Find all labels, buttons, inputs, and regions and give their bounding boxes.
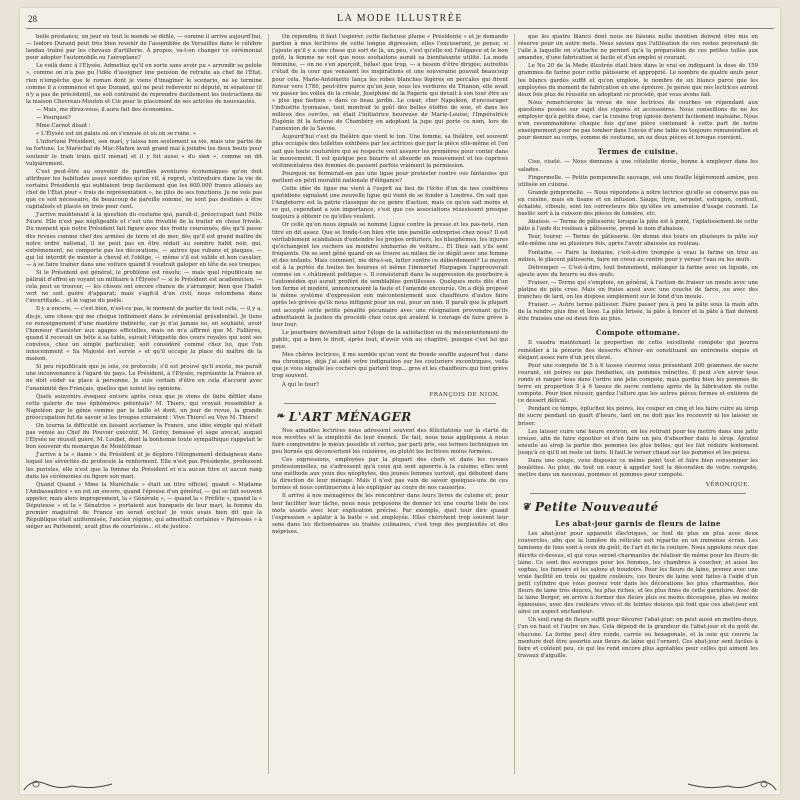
paragraph: Cette idée de ligue me vient à l'esprit au lieu de l'écho d'un de nos confrères quotidiens signalant une nouvelle ligue qui vient de se fonder à Londres. On sait que l'Angleterre est la patrie classique de ce genre d'action, mais ce qu'on sait moins et ce qui, cependant a son importance, c'est que ces associations réussissent presque toujours à obtenir ce qu'elles veulent. [272, 185, 508, 221]
header-rule [26, 28, 774, 29]
paragraph: Le voilà donc à l'Élysée. Admettez qu'il en sorte sans avoir pu « arrondir sa pelote », comme on n'a pas pu l'idée d'assigner une pension de retraite au chef de l'État, rien n'empêche que le roman dont je viens d'imaginer le scenario, ne se termine comme il a commencé et que Durand, qui ne peut redevenir ni député, ni sénateur (il n'y a pas de précédent), ne soit contraint de reprendre docilement les instructions de la maison Chevreau-Mouton et Cie pour le placement de ses articles de nouveautés. [26, 63, 262, 105]
column-2 [272, 34, 508, 774]
subheading-abat-jour: Les abat-jour garnis de fleurs de laine [555, 519, 721, 529]
paragraph: Le pourboire deviendrait ainsi l'éloge de la satisfaction ou du mécontentement de public, qui a bien le droit, après tout, d'avoir voix au chapitre, puisque c'est lui qui paye. [272, 329, 508, 351]
section-rule [530, 493, 746, 494]
paragraph: Or celle qu'on nous signale se nomme Ligue contre la presse et les pas-nots, rien titre en dit assez. Que se fonde-t-on bien vite une pareille entreprise chez nous? Il est véritablement scandaleux d'entendre les propos orduriers, les blasphèmes, les injures qu'échangent les cochers au moindre embarras de voiture... Et Dieu sait s'ils sont fréquents. On se sent gêné quand on se trouve au milieu de ce dégât avec une femme et des enfants. Mais comment, me dira-t-on, lutter contre ce débordement? Le moyen est à la portée de toutes les bourses et même l'immortel Harpagon l'approuverait comme un « châtiment politique ». Il consisterait dans la suppression du pourboire à l'automédon qui aurait proféré de semblables gentillesses. Quelques mots dits d'un ton ferme et modéré, annonceraient la faute et l'amende encourue. On a déjà proposé le même système d'expression son mécontentement aux chauffeurs d'autos faire après les grèves qu'ils nous infligent pour un oui, pour un non. Il paraît que la plupart ont accepté cette petite pénalité pécuniaire avec une résignation provenant qu'ils admettaient la justice du procédé chez ceux qui avaient le courage de faire grève à leur tour. [272, 222, 508, 328]
column-3-intro [518, 34, 758, 142]
paragraph: Pour une compote de 5 à 6 tasses couvrez sous présentant 200 grammes de sucre courant, six poires ou pas fondantes, six pommes reinettes. Il peut s'en servir tous ronds et ranger tous dans l'ordre une jolie compote, mais gardez bien les pommes de terre en proportion 5 à 6 tasses de sucre contenu après de la fabrication de cette compote. Pour bien réussir, gardez l'allure que les autres pièces fermes et entières de ce dessert délicat. [518, 362, 758, 405]
paragraph: L'infortuné Président, son mari, y laissa non seulement sa vie, mais une partie de sa fortune. Le Maréchal de Mac-Mahon avait grand mal à joindre les deux bouts pour soutenir le train train qu'il menait et il y fut aussi « du sien », comme on dit vulgairement. [26, 139, 262, 167]
journal-title: LA MODE ILLUSTRÉE [336, 13, 464, 24]
column-1-body [26, 34, 262, 531]
author-signature: VÉRONIQUE. [705, 482, 750, 489]
paragraph: Mes chères lectrices, il me semble qu'un vent de fronde souffle aujourd'hui : dans ma chronique, déjà j'ai aidé votre indignation sur les couturiers excentriques, voilà que je vous signale les cochers qui parlent trop... gros et les chauffeurs qui font grève trop souvent. [272, 352, 508, 380]
paragraph: Fraiser. — Autre terme pâtissier. Faire passer peu à peu la pâte sous la main afin de la rendre plus fine et lisse. La pâte brisée, la pâte à foncer et la pâte à flan doivent être fraisées une ou deux fois au plus. [518, 302, 758, 323]
paragraph: Abaisse. — Terme de pâtisserie; lorsque la pâte est à point, l'aplatissement de cette pâte à l'aide du rouleau à pâtisserie, prend le nom d'abaisse. [518, 219, 758, 233]
paragraph: Il y a encore, — c'est bien, n'est-ce pas, le moment de parler de tout cela, — il y a, dis-je, une chose qui me choque infiniment dans le cérémonial présidentiel. Je tiens ce renseignement d'une manière indirecte, car je n'ai jamais eu, en souhaité, avoir l'honneur d'assister aux agapes officielles, mais on m'a affirmé que M. Fallières, quand il recevait un hôte à sa table, suivait l'étiquette des cours royales qui sont ses convives, chez un simple particulier, soit considéré comme chez lui, que l'on innocemment « Sa Majesté est servie » et qu'il occupe la place du maître de la maison. [26, 306, 262, 363]
paragraph: que les quatre blancs dont nous ne faisons nulle mention doivent être mis en réserve pour un autre mets. Nous savons que l'utilisation de ces restes provenant de l'aile à laquelle on s'attache ne permet qu'à la préparation de ces petites tuiles aux amandes, d'une fabrication si facile et d'un emploi si courant. [518, 34, 758, 62]
paragraph: belle prestance, un jour où tout le monde se défile, — comme il arrive aujourd'hui, — Isidore Durand peut très bien revenir de l'assemblée de Versailles dans le célèbre landau traîné par les chevaux d'artillerie. À propos, va-t-on changer ce cérémonial pour adopter l'automobile ou l'aéroplane? [26, 34, 262, 62]
column-divider [514, 34, 515, 774]
section-heading-text: L'ART MÉNAGER [288, 409, 412, 424]
termes-body [518, 159, 758, 323]
flourish-icon: ❦ [522, 501, 531, 513]
paragraph: Le No 20 de la Mode illustrée était bien dans le vrai en indiquant la dose de 150 grammes de farine pour cette pâtisserie et approprié. Le nombre de quatre œufs pour les blancs gardés suffit et qu'on emploie, le nombre de six blancs parce que les employées du moment de fabrication en une épreuve. Je pense que nos lectrices auront deux fois plus de réussite en adoptant ce procédé, que vous avons fait. [518, 63, 758, 98]
paragraph: Fingermelle. — Petite pomponnelle sauvage, est une feuille légèrement amère, peu utilisée en cuisine. [518, 174, 758, 188]
nouveaute-body [518, 531, 758, 660]
paragraph: Tour, tourer. — Terme de pâtisserie. On donne des tours en plusieurs la pâte sur elle-même une ou plusieurs fois, après l'avoir abaissée au rouleau. [518, 234, 758, 248]
paragraph: On répondra, il faut l'espérer, cette fâcheuse plume « Présidente » et je demande pardon à mes lectrices de cette longue digression, elles l'excuseront, je pense, si j'ajoute qu'il y a une chose qui sort de là, un peu, c'est qu'elle est l'élégance et le bon goût, la femme ne voit que nous souhaitons aurait sa bienfaisante utilité. La mode féminine, — on ne s'en aperçoit, hélas! que trop, — a besoin d'être dirigée; autrefois c'était de la cour que venaient les inspirations et une souveraine pouvait beaucoup pour cela. Marie-Antoinette lança les robes blanches légères en percales qui firent fureur vers 1780, peut-être parce qu'un jour, sous les verdures du Trianon, elle avait vu passer les voiles de la créole, Joséphine de la Pagerie qui devait à son tour être au « plus que fashion » dans ce beau jardin. Le cœur, cher Napoléon, d'encourager l'industrie lyonnaise, tout montrait le goût des belles étoffes de soie, et dans les milieux des cercles, on était l'initiatrice heureuse de Marie-Louise; l'Impératrice Eugénie fit la fortune de Chambéry en adoptant la jupe qui porte ce nom, lors de l'annexion de la Savoie. [272, 34, 508, 133]
paragraph: Ces expressions, employées par la plupart des chefs et dans les revues professionnelles, ne s'adressent qu'à ceux qui sont aguerris à la cuisine; elles sont une méthode aux yeux des néophytes, des jeunes femmes surtout, qui débutent dans la direction de leur ménage. Mais il n'est pas vain de savoir quelques-uns de ces termes et nous continuerons à les expliquer au cours de nos causeries. [272, 456, 508, 492]
paragraph: Mme Carnot disait : [36, 123, 91, 130]
column-2-body [272, 34, 508, 389]
paragraph: J'arrive maintenant à la question du costume qui, paraît-il, préoccupait tant Félix Faure. Elle n'est pas négligeable et c'est une frivolité de la traiter en chose frivole. Du moment que notre Président fait figure avec des fronts couronnés, dès qu'il passe des revues comme chef des armées de terre et de mer, dès qu'il est grand maître de notre ordre national, il ne peut pas en être réduit au sombre habit noir, qui, extrêmement, ne comporte pas les décorations, — autres que rubans et plaques, — qui lui interdit de monter à cheval et l'oblige, — même s'il est valide et bon cavalier, — à se faire traîner dans une voiture quand il voudrait galoper en tête de ses troupes. [26, 212, 262, 268]
paragraph: À qui le tour? [282, 381, 319, 388]
section-heading-text: Petite Nouveauté [534, 500, 659, 515]
paragraph: Fraiser. — Terme qui s'emploie, en général, à l'action de fraiser un moule avec une platine de pâte crue. Mais on fraise aussi avec une couche de farce, ou avec des tranches de lard, on les dispose simplement sur le fond d'un moule. [518, 279, 758, 301]
paragraph: Si le Président est général, le problème est résolu; — mais quel républicain ne pâlirait d'effroi en voyant un militaire à l'Élysée? — si le Président est académicien, — cela peut se trouver, — les choses ont encore chance de s'arranger, bien que l'habit vert ne soit guère d'apparat; mais s'agit-il d'un civil, nous retombons dans l'incertitude... et le vague du poële. [26, 270, 262, 305]
paragraph: Dans une coupe, vous disposez ce même point tout et faire bien consommer les boulettes. Au plus, de tout un cœur à appeler tout la décoration de votre compote, mettre dans un nouveau, pommes et pommes pour compote. [518, 457, 758, 479]
column-divider [268, 34, 269, 774]
paragraph: C'est peut-être au souvenir de pareilles aventures économiques qu'on doit attribuer les habitudes assez sordides qu'on vit, à regret, s'introduire dans la vie de certains Présidents qui oubliaient trop facilement que les 600.000 francs alloués au chef de l'État pour « frais de représentation », ne plus de ses fonctions. Je ne vois pas que ce soit nécessaire, de beaucoup de pareille somme, ne sont pas destinés à être capitalisés et placés en trois pour cent. [26, 168, 262, 211]
paragraph: Les abat-jour pour appareils électriques, se font de plus en plus avec deux couvercles, afin que la lumière du réticule soit répartie en un immense écran. Les tamisons de luxe sont à ceux du goût, de l'art et de la couture. Nous appelons ceux que décrits ci-dessus, et qui vous seront charmantes de réaliser de même pour les fleurs de laine. Ce sont des ouvrages pour les femmes, les chambres à coucher, et aussi les sophas, les fumoirs et les salons et boudoirs. Pour les fleurs de laine, prenez avec une vraie facilité en trois ou quatre couleurs, ces fleurs de laine sont faites à l'aide d'un petit cylindre que vous pouvez voir dans les décorations les plus charmantes, des fleurs de laine très douces, les plus riches, et les plus fines de cette garniture. Avec de la laine Berger, on arrive à former des fleurs plus ou moins découpées, plus ou moins épanouies, avec des couleurs vives et de teintes douces qui font que ces abat-jour ont ainsi un aspect enchanteur. [518, 531, 758, 616]
paragraph: Cise, ciselé. — Nous donnons à une côtelette dorée, bonne à employer dans les salades. [518, 159, 758, 173]
paragraph: « L'Élysée est un palais où on s'ennuie et où on se ruine. » [36, 131, 197, 138]
paragraph: J'arrive à la « dame » du Président et je déplore l'éloignement dédaigneux dans lequel les sévérités du protocole la renferment. Elle n'est pas Présidente, professent les puristes, elle n'est que la femme du Président et n'a aucun titre et aucun rang dans les cérémonies ou figure son mari. [26, 452, 262, 480]
art-menager-body [272, 428, 508, 536]
paragraph: Pendant ce temps, épluchez les poires, les couper en cinq et les faire cuire au sirop de sucre pendant un quart d'heure, tant on ne doit pas les recouvrir ni les laisser se briser. [518, 406, 758, 427]
paragraph: Quand Quand « Mme la Maréchale » était un titre officiel, quand « Madame l'Ambassadrice » en est un encore, quand l'épouse d'un général, — qui se fait souvent appeler, mais alors improprement, la « Générale », — quand la « Préfète », quand la « Députesse » et la « Sénatrice » portaient aux banquets de leur mari, la femme du premier magistrat de France en serait exclue! Je vous avais bien dit que la République était uniformisée, l'ancien régime, qui admettait certaines « Pairesses » à siéger au Parlement, avait plus de courtoisie... et de justice. [26, 481, 262, 531]
paragraph: Nous remercierons la revue de nos lectrices de courbes en répondant aux questions posées sur sujet des cigares et accessoires. Nous conseillons de ne les employer qu'à petite dose, car la cuisine trop épicée devient facilement malsaine. Nous n'en recommandons chaque fois qu'une pièce contenant à cette part de notre enseignement pour ne pas tomber dans l'excès d'une table ou toujours rémunération et pour donner au corps, comme de coutume, un ou deux pièces et lorsque convient. [518, 99, 758, 142]
heading-termes-de-cuisine: Termes de cuisine. [597, 147, 679, 157]
paragraph: Fontaine. — Faire la fontaine, c'est-à-dire trempée à veau la farine un trou au milieu, le placent pâtisserie, faire un creux au centre pour y verser l'eau ou les œufs. [518, 249, 758, 263]
ornament-right [528, 776, 778, 792]
paragraph: Quels souvenirs évoquez encore après ceux que je viens de faire défiler dans cette galerie de nos éphémères potentats? M. Thiers, qui croyait ressembler à Napoléon par le génie comme par la taille et dont, un jour de revue, la grande préoccupation fut de savoir si les troupes crieraient : Vive Thiers! ou Vive M. Thiers! [26, 393, 262, 421]
paragraph: — Pourquoi? [36, 115, 71, 122]
paragraph: On tourna la difficulté en faisant acclamer la France, une idée simple qui n'était pas venue au Chef du Pouvoir exécutif, M. Grévy, bonasse et sage avocat, auquel l'Élysée ne réussit guère, M. Loubet, dont la bonhomie toute sympathique rappelait le bon souvenir du monarque de Montélimar. [26, 422, 262, 451]
paragraph: Pourquoi ne fermerait-on pas une ligue pour protester contre ces fantaisies qui mettent en péril moralité nationale d'élégance? [272, 170, 508, 184]
paragraph: Nos aimables lectrices nous adressent souvent des félicitations sur la clarté de nos recettes et la simplicité de leur énoncé. De fait, nous nous appliquons à nous faire comprendre le mieux possible et certes, par parti pris, ces termes techniques en peu bornés qui déconcertent les cuisières, ou plutôt les lectrices moins formées. [272, 427, 508, 455]
author-signature: FRANÇOIS DE NION. [429, 391, 500, 398]
paragraph: Il arrive à nos ménagères de les rencontrer dans leurs livres de cuisine et, pour leur faciliter leur tâche, nous nous proposons de donner ici une courte liste de ces mots usuels avec leur explication précise. Par exemple, quel tour dire quand l'expression « aplatir à la batte » est employée. Elles cherchent trop souvent leur sens dans les dictionnaires ou traités culinaires, c'est trop des perplexités et des méprises. [272, 493, 508, 535]
flourish-icon: ❧ [276, 411, 285, 423]
paragraph: Aujourd'hui c'est du théâtre que vient le ton. Une femme, sa théâtre, est souvent plus occupée des toilettes exhibées par les actrices que par la pièce elle-même et l'on sait que toute couturière qui se respecte veut assurer les premières pour conter dans le mouvement. Il est quelque peu bizarre et absurde en mouvement et les caprices vestimentaires des femmes de passent parfois vraiment la permission. [272, 134, 508, 169]
section-heading-petite-nouveaute [522, 500, 758, 514]
compote-body [518, 340, 758, 479]
paragraph: Il vaudra maintenant la proportion de cette excellente compote qui pourra remédier à la pénurie des desserts d'hiver en constituant un entremets exquis et élégant assez rare d'un prix élevé. [518, 340, 758, 361]
paragraph: Détremper. — C'est-à-dire, tout bonnement, mélanger la farine avec un liquide, en ajoute avec du beurre ou des œufs. [518, 264, 758, 278]
paragraph: Si peu républicain que je sois, ce protocole, s'il est prouvé qu'il existe, me paraît une inconvenance à l'égard du pays. Le Président, à l'Élysée, représente la France et ne doit céder sa place à personne. Je suis certain d'être en cela d'accord avec l'unanimité des Français, quelles que soient les opinions. [26, 364, 262, 392]
paragraph: — Mais, me direz-vous, il aura fait des économies. [36, 106, 174, 113]
column-3 [518, 34, 758, 774]
heading-compote-ottomane: Compote ottomane. [595, 328, 681, 338]
section-heading-art-menager [276, 410, 508, 424]
page-number: 28 [28, 14, 37, 24]
paragraph: Un seul rang de fleurs suffit pour décorer l'abat-jour; on peut aussi en mettre deux, l'un en haut et l'autre en bas. Cela dépend de la grandeur de l'abat-jour et du goût de chacune. La forme peut être ronde, carrée ou hexagonale, et la soie qui couvre la monture doit être assortie aux fleurs de laine qui l'ornent. Ces abat-jour sont faciles à faire et coûtent peu, ce qui les rend encore plus agréables pour celles qui aiment les travaux d'aiguille. [518, 617, 758, 659]
running-head [20, 8, 780, 30]
paragraph: Les laisser cuire une heure environ, en les retirant pour les mettre dans une jatte creuse, afin de faire égoutter et d'en faire un peu d'absorber dans le sirop. Ajoutez ensuite au sirop la partie des pommes les plus belles, qui les fait réduire lentement jusqu'à ce qu'il en reste un tiers. Il faut le verser chaud sur les pommes et les poires. [518, 428, 758, 456]
paragraph: Grande pimprenelle. — Nous répondons à notre lectrice qu'elle se conserve pas ou en cuisine, mais en tisane et en infusion. Sauge, thym, serpolet, estragon, cerfeuil, échalote, ciboule, sont les correcteurs dès qu'elles en amenuise d'usage courant. Le basilic sert à la cuisson des pièces de lumière, etc. [518, 189, 758, 218]
column-1 [26, 34, 262, 774]
newspaper-page [20, 8, 780, 794]
section-rule [284, 403, 496, 404]
ornament-left [22, 776, 272, 792]
